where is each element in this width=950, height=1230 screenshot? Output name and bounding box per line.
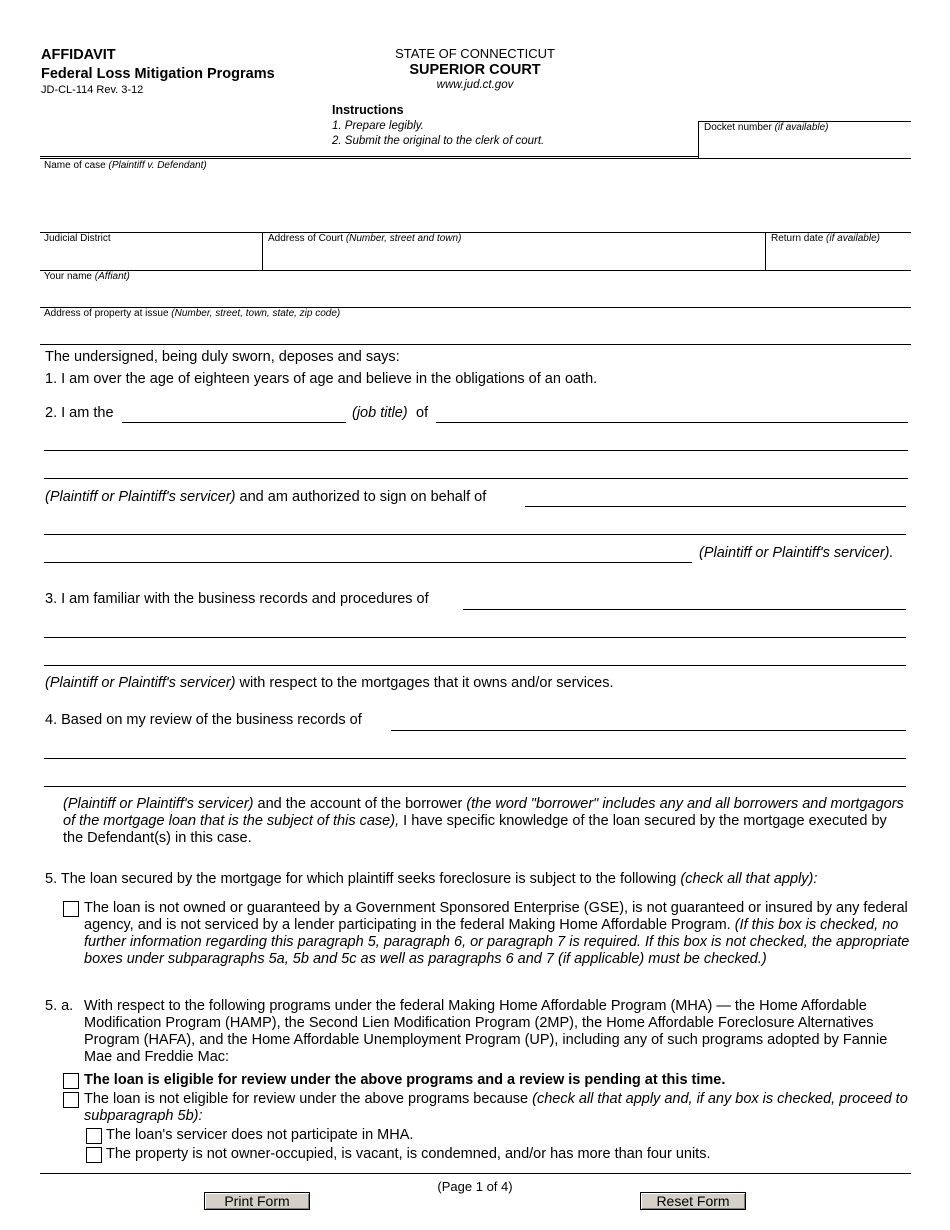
servicer-no-mha-checkbox[interactable] <box>86 1128 102 1144</box>
state-name: STATE OF CONNECTICUT <box>395 46 555 61</box>
reviewed-entity-field-line-3[interactable] <box>44 770 906 787</box>
not-gse-text: The loan is not owned or guaranteed by a Government Sponsored Enterprise (GSE), is not guaranteed or insured by any federal agency, and is not serviced by a lender participating in the federal Making Home Affordable Program. (If this box is checked, no further information regarding this paragraph 5, paragraph 6, or paragraph 7 is required. If this box is not checked, the appropriate boxes under subparagraphs 5a, 5b and 5c as well as paragraphs 6 and 7 (if applicable) must be checked.) <box>84 900 910 967</box>
your-name-field[interactable] <box>44 284 909 306</box>
property-address-label: Address of property at issue (Number, street, town, state, zip code) <box>44 308 341 319</box>
not-gse-checkbox[interactable] <box>63 901 79 917</box>
on-behalf-of-field-line-3[interactable] <box>44 546 692 563</box>
employer-field-line-3[interactable] <box>44 462 908 479</box>
paragraph-5: 5. The loan secured by the mortgage for which plaintiff seeks foreclosure is subject to the following (check all that apply): <box>45 871 818 887</box>
not-owner-occupied-text: The property is not owner-occupied, is vacant, is condemned, and/or has more than four units. <box>106 1146 711 1162</box>
court-name: SUPERIOR COURT <box>409 62 541 78</box>
paragraph-3-label: 3. I am familiar with the business records and procedures of <box>45 591 429 607</box>
return-date-label: Return date (if available) <box>771 233 880 244</box>
paragraph-4-label: 4. Based on my review of the business records of <box>45 712 362 728</box>
property-address-field[interactable] <box>44 321 909 343</box>
employer-field-line-2[interactable] <box>44 434 908 451</box>
page-number: (Page 1 of 4) <box>437 1179 513 1194</box>
employer-field-line-1[interactable] <box>436 406 908 423</box>
print-form-button[interactable]: Print Form <box>204 1192 310 1210</box>
intro-text: The undersigned, being duly sworn, deposes and says: <box>45 349 400 365</box>
paragraph-5a-number: 5. a. <box>45 998 74 1014</box>
paragraph-1: 1. I am over the age of eighteen years of age and believe in the obligations of an oath. <box>45 371 598 387</box>
servicer-no-mha-text: The loan's servicer does not participate in MHA. <box>106 1127 414 1143</box>
not-eligible-checkbox[interactable] <box>63 1092 79 1108</box>
docket-label: Docket number (if available) <box>704 122 829 133</box>
servicer-hint-end: (Plaintiff or Plaintiff's servicer). <box>699 545 894 561</box>
eligible-review-pending-text: The loan is eligible for review under the above programs and a review is pending at this time. <box>84 1072 726 1088</box>
docket-number-field[interactable] <box>699 134 910 156</box>
form-id: JD-CL-114 Rev. 3-12 <box>41 84 144 96</box>
case-name-label: Name of case (Plaintiff v. Defendant) <box>44 160 207 171</box>
reset-form-button[interactable]: Reset Form <box>640 1192 746 1210</box>
instruction-step-2: 2. Submit the original to the clerk of court. <box>332 135 545 147</box>
case-name-field[interactable] <box>44 174 904 228</box>
on-behalf-of-field-line-2[interactable] <box>44 518 906 535</box>
court-website: www.jud.ct.gov <box>436 79 514 91</box>
paragraph-3-tail: (Plaintiff or Plaintiff's servicer) with respect to the mortgages that it owns and/or services. <box>45 675 614 691</box>
job-title-field[interactable] <box>122 406 346 423</box>
court-address-field[interactable] <box>266 246 761 268</box>
paragraph-4-body: (Plaintiff or Plaintiff's servicer) and the account of the borrower (the word "borrower" includes any and all borrowers and mortgagors of the mortgage loan that is the subject of this case), I have specific knowledge of the loan secured by the mortgage executed by the Defendant(s) in this case. <box>63 796 904 846</box>
form-subtitle: Federal Loss Mitigation Programs <box>41 66 275 82</box>
not-eligible-text: The loan is not eligible for review under the above programs because (check all that apply and, if any box is checked, proceed to subparagraph 5b): <box>84 1091 908 1124</box>
job-title-hint: (job title) <box>352 405 408 421</box>
on-behalf-of-field-line-1[interactable] <box>525 490 906 507</box>
instruction-step-1: 1. Prepare legibly. <box>332 120 424 132</box>
records-entity-field-line-1[interactable] <box>463 593 906 610</box>
authorized-text: (Plaintiff or Plaintiff's servicer) and am authorized to sign on behalf of <box>45 489 487 505</box>
instructions-title: Instructions <box>332 103 404 117</box>
judicial-district-label: Judicial District <box>44 233 111 244</box>
paragraph-5a-text: With respect to the following programs under the federal Making Home Affordable Program (MHA) — the Home Affordable Modification Program (HAMP), the Second Lien Modification Program (2MP), the Home Affordable Foreclosure Alternatives Program (HAFA), and the Home Affordable Unemployment Program (UP), including any of such programs adopted by Fannie Mae and Freddie Mac: <box>84 998 888 1065</box>
reviewed-entity-field-line-2[interactable] <box>44 742 906 759</box>
records-entity-field-line-3[interactable] <box>44 649 906 666</box>
court-address-label: Address of Court (Number, street and town) <box>268 233 462 244</box>
eligible-review-pending-checkbox[interactable] <box>63 1073 79 1089</box>
form-title: AFFIDAVIT <box>41 47 116 63</box>
judicial-district-field[interactable] <box>44 246 258 268</box>
reviewed-entity-field-line-1[interactable] <box>391 714 906 731</box>
your-name-label: Your name (Affiant) <box>44 271 130 282</box>
return-date-field[interactable] <box>769 246 909 268</box>
not-owner-occupied-checkbox[interactable] <box>86 1147 102 1163</box>
paragraph-2-label: 2. I am the <box>45 405 114 421</box>
of-text: of <box>416 405 429 421</box>
records-entity-field-line-2[interactable] <box>44 621 906 638</box>
